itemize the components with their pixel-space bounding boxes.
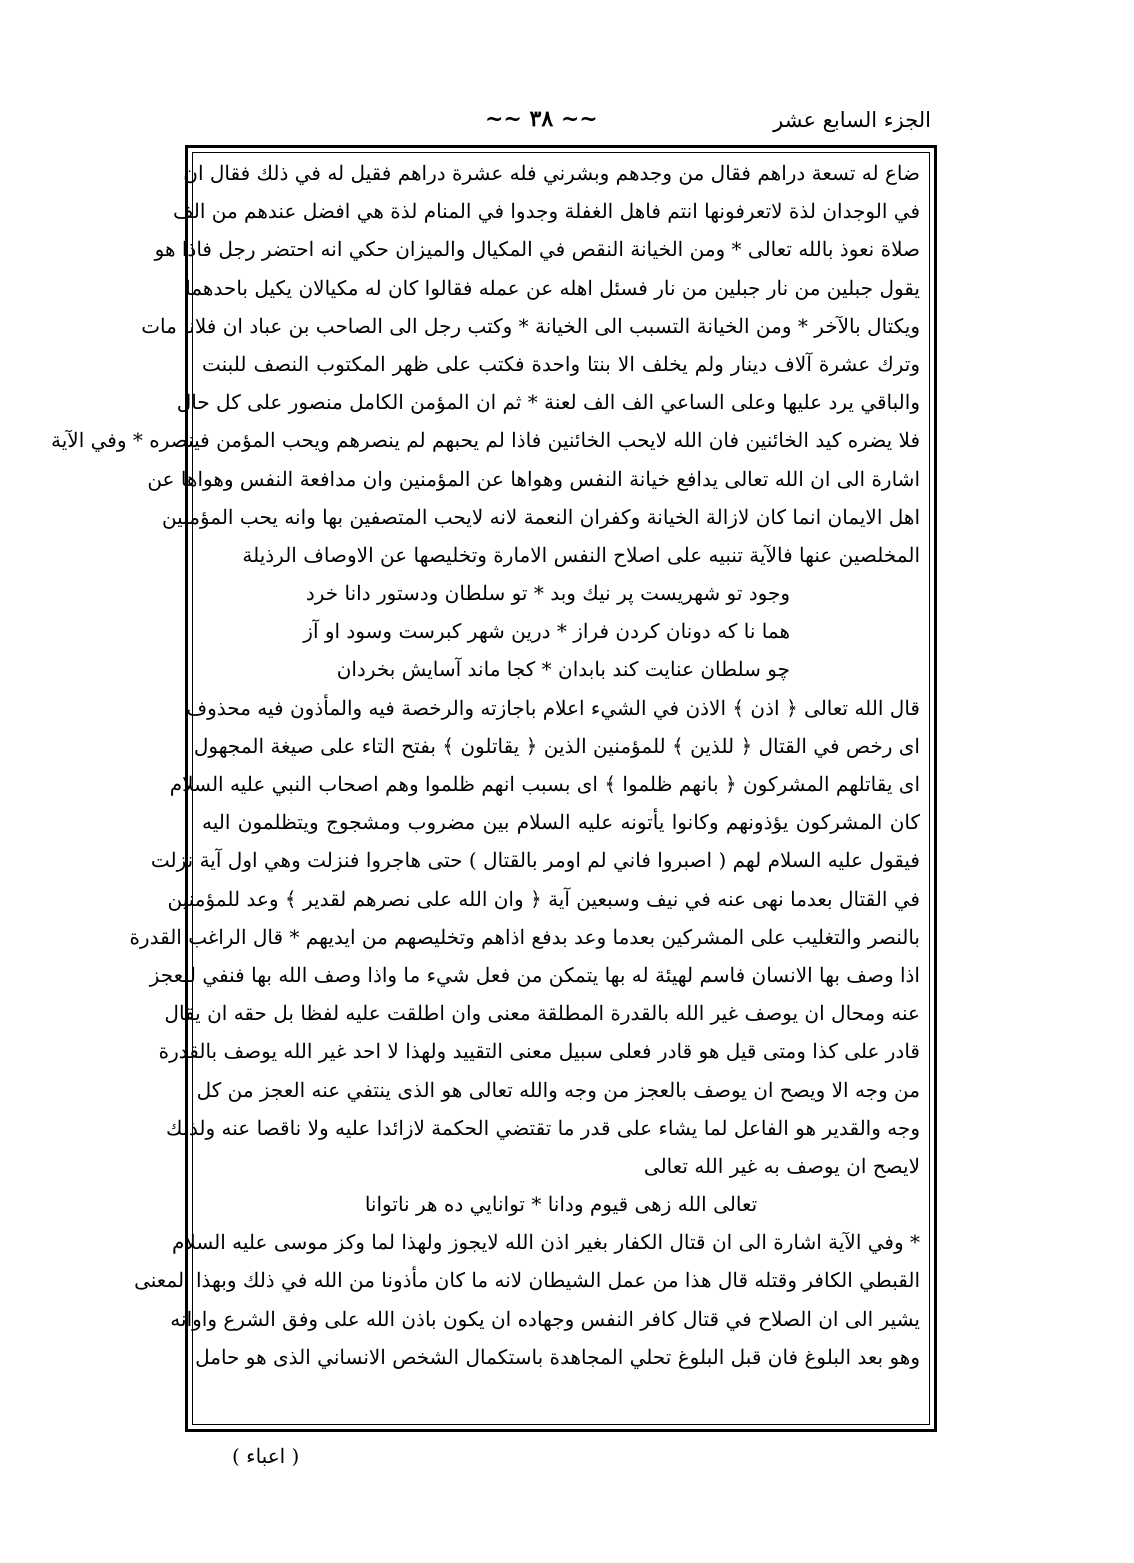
text-line: اهل الايمان انما كان لازالة الخيانة وكفران النعمة لانه لايحب المتصفين بها وانه يحب المؤمنين xyxy=(161,504,920,529)
text-line: قال الله تعالى ﴿ اذن ﴾ الاذن في الشيء اعلام باجازته والرخصة فيه والمأذون فيه محذوف xyxy=(186,695,920,720)
body-text xyxy=(51,154,920,1376)
text-line: وترك عشرة آلاف دينار ولم يخلف الا بنتا واحدة فكتب على ظهر المكتوب النصف للبنت xyxy=(202,351,920,376)
text-line: فيقول عليه السلام لهم ( اصبروا فاني لم اومر بالقتال ) حتى هاجروا فنزلت وهي اول آية نزلت xyxy=(150,848,920,873)
verse-line: وجود تو شهريست پر نيك وبد * تو سلطان ودستور دانا خرد xyxy=(305,581,790,606)
text-line: كان المشركون يؤذونهم وكانوا يأتونه عليه السلام بين مضروب ومشجوج ويتظلمون اليه xyxy=(202,810,920,835)
catchword: ( اعباء ) xyxy=(232,1444,300,1468)
text-line: وهو بعد البلوغ فان قبل البلوغ تحلي المجاهدة باستكمال الشخص الانساني الذى هو حامل xyxy=(195,1344,920,1369)
text-line: في القتال بعدما نهى عنه في نيف وسبعين آية ﴿ وان الله على نصرهم لقدير ﴾ وعد للمؤمنين xyxy=(167,886,920,911)
text-line: يشير الى ان الصلاح في قتال كافر النفس وجهاده ان يكون باذن الله على وفق الشرع واوانه xyxy=(170,1306,920,1331)
text-line: والباقي يرد عليها وعلى الساعي الف الف لعنة * ثم ان المؤمن الكامل منصور على كل حال xyxy=(176,390,920,415)
text-line: بالنصر والتغليب على المشركين بعدما وعد بدفع اذاهم وتخليصهم من ايديهم * قال الراغب القدرة xyxy=(129,924,920,949)
text-line: يقول جبلين من نار جبلين من نار فسئل اهله عن عمله فقالوا كان له مكيالان يكيل باحدهما xyxy=(185,275,920,300)
text-line: اذا وصف بها الانسان فاسم لهيئة له بها يتمكن من فعل شيء ما واذا وصف الله بها فنفي للعجز xyxy=(149,962,920,987)
text-line: فلا يضره كيد الخائنين فان الله لايحب الخائنين فاذا لم يحبهم لم ينصرهم ويحب المؤمن فينصره * وفي الآية xyxy=(51,428,920,453)
text-line: لايصح ان يوصف به غير الله تعالى xyxy=(643,1153,920,1178)
text-line: المخلصين عنها فالآية تنبيه على اصلاح النفس الامارة وتخليصها عن الاوصاف الرذيلة xyxy=(242,542,920,567)
juz-title: الجزء السابع عشر xyxy=(773,108,931,132)
text-line: عنه ومحال ان يوصف غير الله بالقدرة المطلقة معنى وان اطلقت عليه لفظا بل حقه ان يقال xyxy=(164,1001,920,1026)
page-header xyxy=(185,104,937,144)
verse-line: تعالى الله زهى قيوم ودانا * توانايي ده هر ناتوانا xyxy=(364,1192,758,1217)
text-line: في الوجدان لذة لاتعرفونها انتم فاهل الغفلة وجدوا في المنام لذة هي افضل عندهم من الف xyxy=(173,199,920,224)
page-number: ~~ ٣٨ ~~ xyxy=(485,106,598,132)
text-line: اشارة الى ان الله تعالى يدافع خيانة النفس وهواها عن المؤمنين وان مدافعة النفس وهواها عن xyxy=(147,466,920,491)
text-line: القبطي الكافر وقتله قال هذا من عمل الشيطان لانه ما كان مأذونا من الله في ذلك وبهذا المعنى xyxy=(134,1268,920,1293)
verse-line: چو سلطان عنايت كند بابدان * كجا ماند آسايش بخردان xyxy=(336,657,790,682)
text-line: صلاة نعوذ بالله تعالى * ومن الخيانة النقص في المكيال والميزان حكي انه احتضر رجل فاذا هو xyxy=(154,237,920,262)
text-line: وجه والقدير هو الفاعل لما يشاء على قدر ما تقتضي الحكمة لازائدا عليه ولا ناقصا عنه ولذلك xyxy=(165,1115,920,1140)
text-frame xyxy=(51,145,937,1432)
text-line: اى رخص في القتال ﴿ للذين ﴾ للمؤمنين الذين ﴿ يقاتلون ﴾ بفتح التاء على صيغة المجهول xyxy=(193,733,920,758)
text-line: ضاع له تسعة دراهم فقال من وجدهم وبشرني فله عشرة دراهم فقيل له في ذلك فقال ان xyxy=(183,161,920,185)
text-line: من وجه الا ويصح ان يوصف بالعجز من وجه والله تعالى هو الذى ينتفي عنه العجز من كل xyxy=(196,1077,920,1102)
verse-line: هما نا كه دونان كردن فراز * درين شهر كبرست وسود او آز xyxy=(303,619,790,644)
text-line: قادر على كذا ومتى قيل هو قادر فعلى سبيل معنى التقييد ولهذا لا احد غير الله يوصف بالقدرة xyxy=(158,1039,920,1064)
text-line: ويكتال بالآخر * ومن الخيانة التسبب الى الخيانة * وكتب رجل الى الصاحب بن عباد ان فلانا مات xyxy=(141,313,920,338)
text-line: اى يقاتلهم المشركون ﴿ بانهم ظلموا ﴾ اى بسبب انهم ظلموا وهم اصحاب النبي عليه السلام xyxy=(169,772,920,796)
text-line: * وفي الآية اشارة الى ان قتال الكفار بغير اذن الله لايجوز ولهذا لما وكز موسى عليه السلام xyxy=(172,1230,920,1255)
